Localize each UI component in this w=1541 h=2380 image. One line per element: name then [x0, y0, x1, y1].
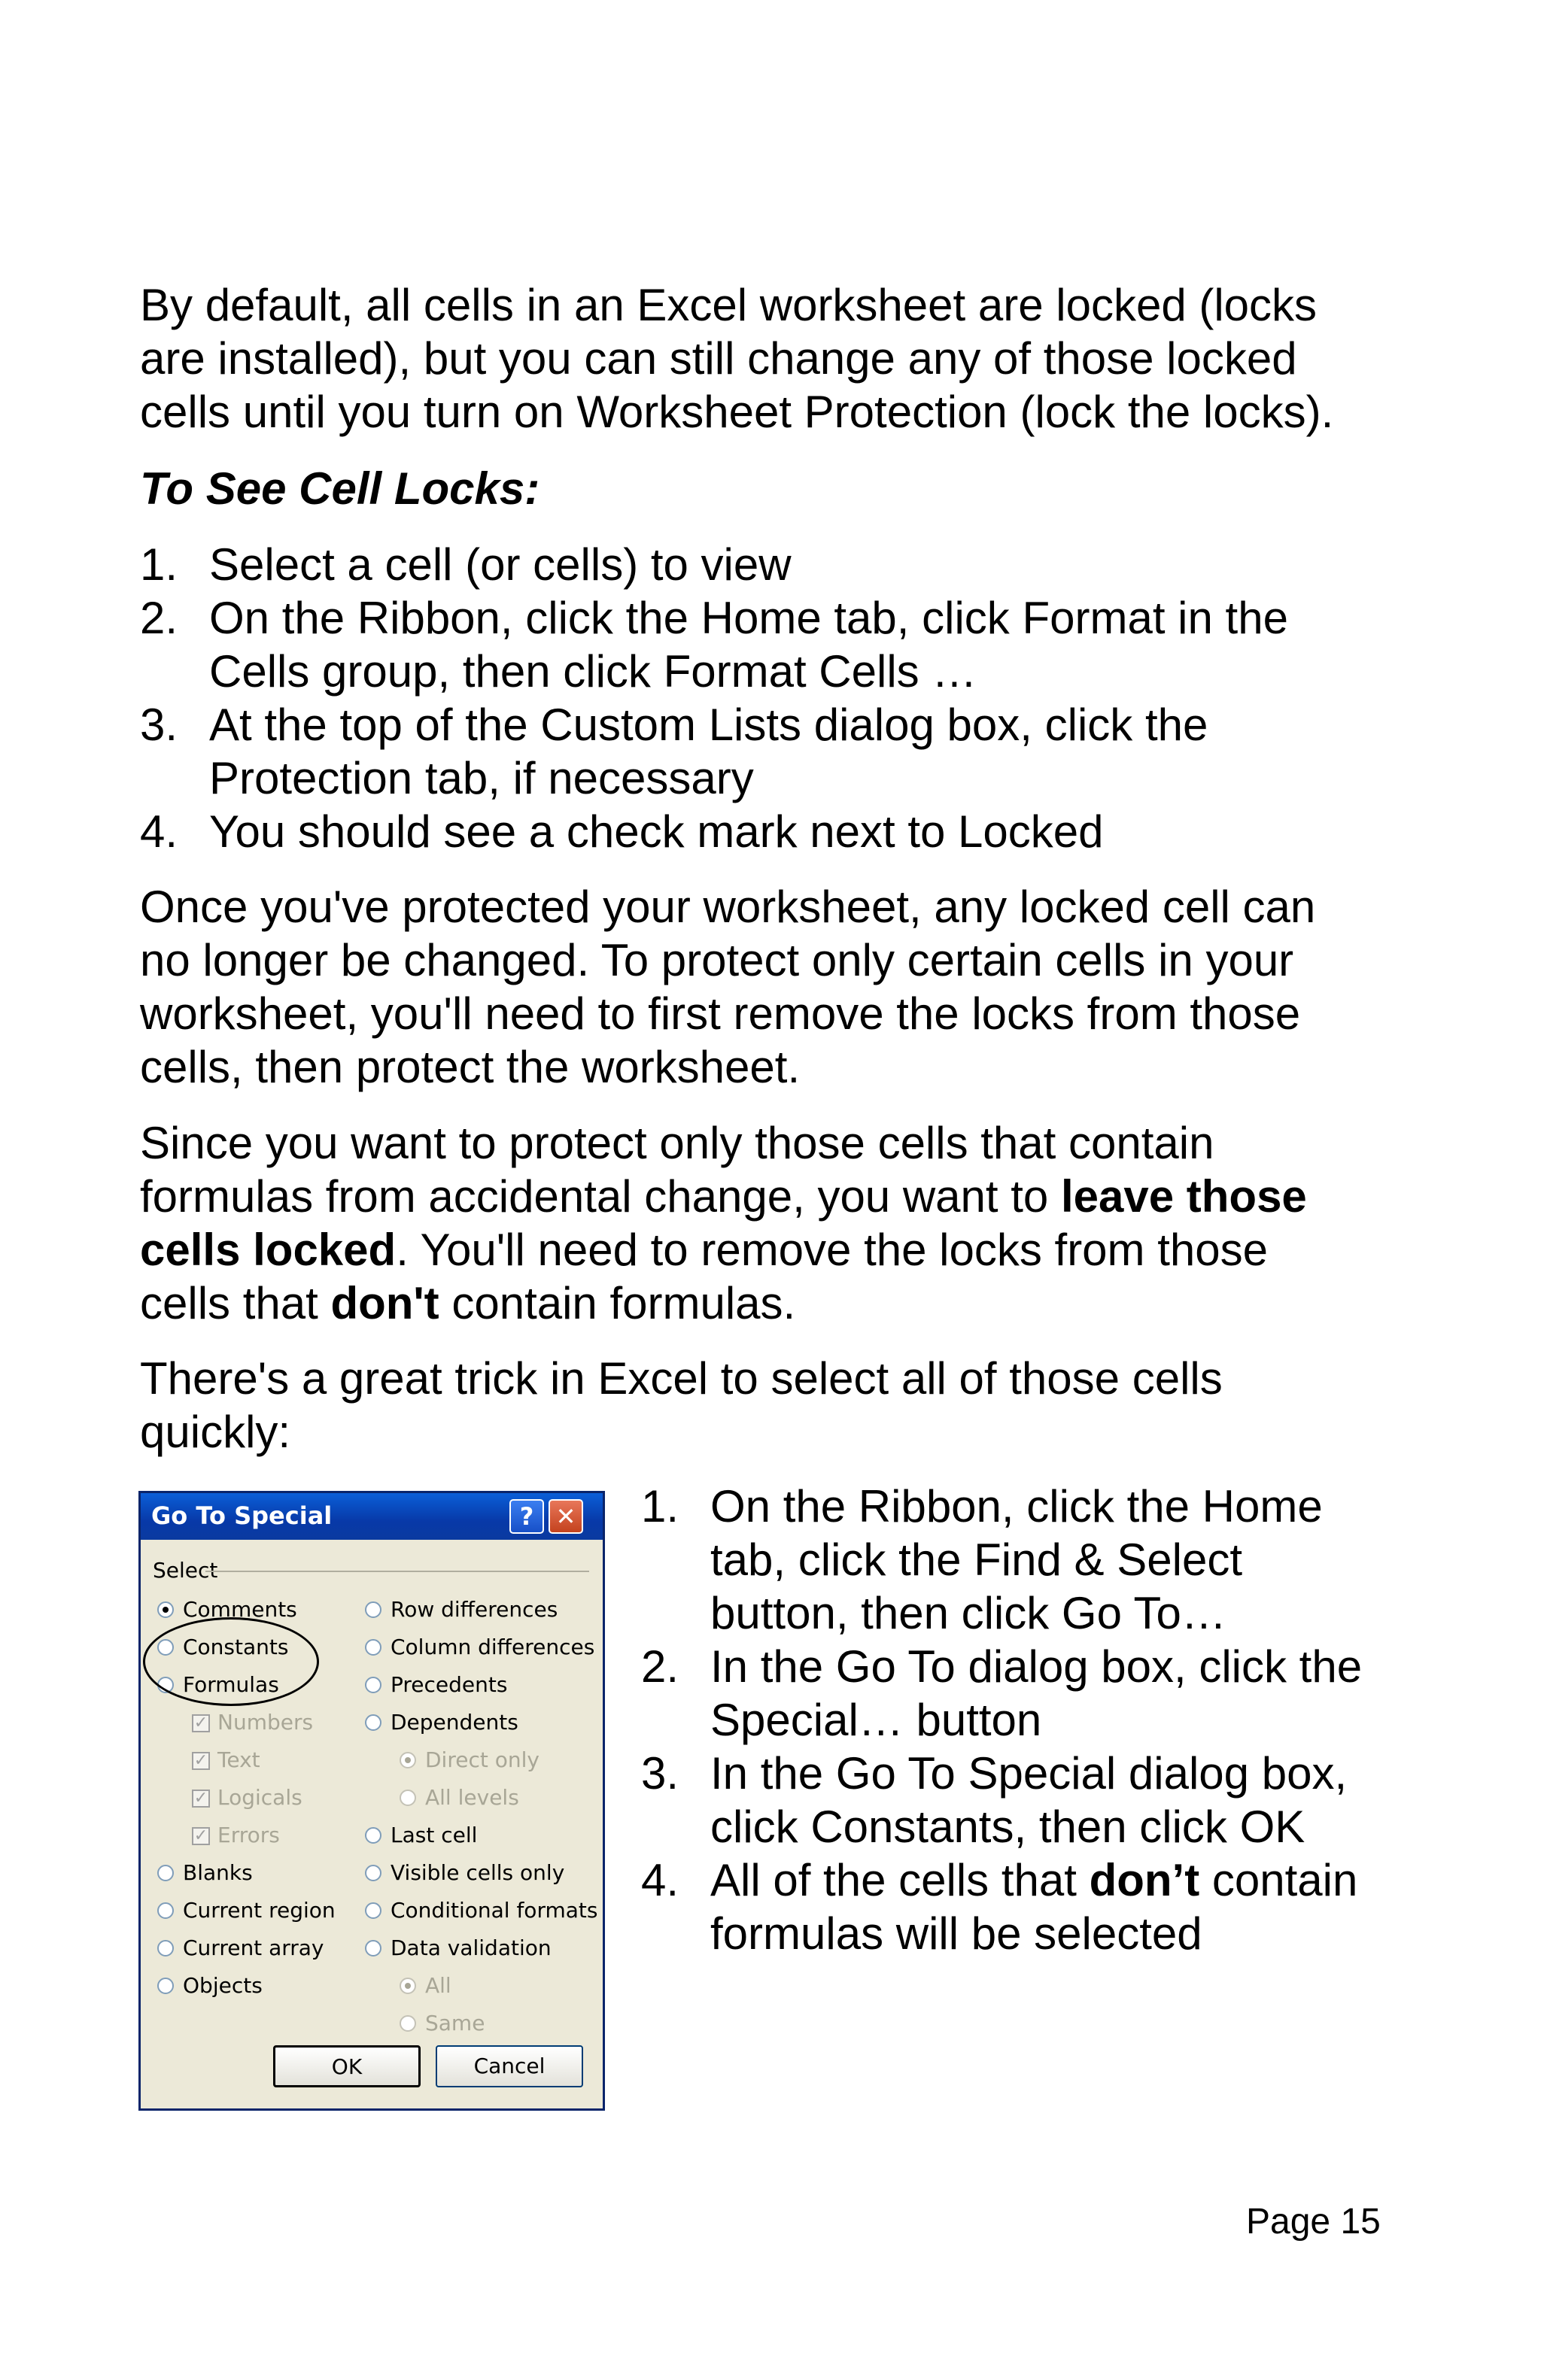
- text-run: formulas from accidental change, you want to: [140, 1171, 1061, 1222]
- dialog-title: Go To Special: [151, 1501, 333, 1530]
- list-text: [209, 805, 1288, 858]
- text-line: tab, click the Find & Select: [710, 1535, 1242, 1585]
- checkbox-icon: ✓: [192, 1714, 210, 1732]
- list-item: [641, 1747, 1362, 1853]
- option-label: Numbers: [217, 1710, 314, 1735]
- list-item: [641, 1480, 1362, 1640]
- radio-icon: [365, 1940, 381, 1957]
- list-item: [140, 805, 1288, 858]
- radio-icon: [365, 1601, 381, 1618]
- group-divider: [205, 1571, 589, 1572]
- list-text: [710, 1640, 1362, 1747]
- option-label: Text: [217, 1747, 260, 1772]
- help-button[interactable]: ?: [509, 1499, 544, 1534]
- list-item: [140, 591, 1288, 698]
- text-line: In the Go To dialog box, click the: [710, 1641, 1363, 1692]
- checkbox-icon: ✓: [192, 1752, 210, 1770]
- list-text: [710, 1853, 1362, 1960]
- text-line: cells, then protect the worksheet.: [140, 1042, 801, 1092]
- text-line: [140, 1170, 1404, 1223]
- section-heading: To See Cell Locks:: [140, 463, 540, 514]
- text-line: On the Ribbon, click the Home tab, click Format in the: [209, 593, 1288, 643]
- option-label: All: [425, 1973, 451, 1998]
- text-run: All of the cells that: [710, 1855, 1090, 1905]
- option-label: Conditional formats: [391, 1898, 598, 1923]
- text-line: click Constants, then click OK: [710, 1802, 1305, 1852]
- intro-paragraph: [140, 278, 1404, 439]
- text-line: worksheet, you'll need to first remove the locks from those: [140, 988, 1301, 1039]
- text-line: Protection tab, if necessary: [209, 753, 754, 803]
- option-label: Objects: [183, 1973, 263, 1998]
- radio-icon: [365, 1639, 381, 1656]
- select-group-label: Select: [153, 1558, 218, 1583]
- list-item: [641, 1853, 1362, 1960]
- text-line: are installed), but you can still change any of those locked: [140, 333, 1297, 384]
- list-item: [140, 538, 1288, 591]
- option-label: Errors: [217, 1823, 280, 1847]
- option-label: Same: [425, 2011, 485, 2035]
- radio-icon: [400, 2015, 416, 2032]
- bold-text: cells locked: [140, 1225, 397, 1275]
- list-item: [140, 698, 1288, 805]
- list-text: [710, 1747, 1362, 1853]
- go-to-special-steps: [641, 1480, 1362, 1960]
- option-label: All levels: [425, 1785, 519, 1810]
- option-label: Blanks: [183, 1860, 253, 1885]
- text-line: At the top of the Custom Lists dialog box, click the: [209, 700, 1208, 750]
- option-label: Visible cells only: [391, 1860, 565, 1885]
- text-line: There's a great trick in Excel to select all of those cells: [140, 1353, 1223, 1404]
- list-text: [209, 698, 1288, 805]
- cell-locks-steps: [140, 538, 1288, 858]
- text-line: Once you've protected your worksheet, any locked cell can: [140, 882, 1316, 932]
- option-label: Formulas: [183, 1672, 279, 1697]
- text-line: quickly:: [140, 1407, 291, 1457]
- trick-paragraph: [140, 1352, 1404, 1459]
- radio-icon: [157, 1940, 174, 1957]
- option-label: Row differences: [391, 1597, 558, 1622]
- list-number: 3.: [641, 1748, 679, 1799]
- option-label: Column differences: [391, 1635, 595, 1659]
- list-text: [209, 591, 1288, 698]
- text-line: On the Ribbon, click the Home: [710, 1481, 1323, 1532]
- cancel-button[interactable]: Cancel: [436, 2045, 583, 2087]
- option-label: Constants: [183, 1635, 289, 1659]
- option-label: Current array: [183, 1935, 324, 1960]
- text-run: . You'll need to remove the locks from those: [396, 1225, 1268, 1275]
- list-item: [641, 1640, 1362, 1747]
- option-label: Dependents: [391, 1710, 518, 1735]
- radio-icon: [400, 1752, 416, 1768]
- text-line: Cells group, then click Format Cells …: [209, 646, 977, 697]
- option-label: Precedents: [391, 1672, 508, 1697]
- text-line: Since you want to protect only those cells that contain: [140, 1118, 1214, 1168]
- highlight-circle: [143, 1617, 319, 1706]
- list-number: 3.: [140, 700, 178, 750]
- ok-button[interactable]: OK: [273, 2045, 421, 2087]
- option-label: Direct only: [425, 1747, 540, 1772]
- radio-icon: [400, 1790, 416, 1806]
- option-label: Current region: [183, 1898, 336, 1923]
- option-label: Data validation: [391, 1935, 552, 1960]
- text-line: [710, 1853, 1362, 1907]
- text-line: [140, 1277, 1404, 1330]
- radio-icon: [365, 1865, 381, 1881]
- radio-icon: [157, 1865, 174, 1881]
- radio-icon: [365, 1714, 381, 1731]
- text-line: no longer be changed. To protect only certain cells in your: [140, 935, 1294, 985]
- text-run: contain: [1199, 1855, 1358, 1905]
- option-label: Comments: [183, 1597, 297, 1622]
- text-line: Special… button: [710, 1695, 1042, 1745]
- radio-icon: [365, 1827, 381, 1844]
- text-run: contain formulas.: [439, 1278, 796, 1328]
- option-label: Logicals: [217, 1785, 302, 1810]
- close-button[interactable]: ✕: [549, 1499, 583, 1534]
- bold-text: don't: [330, 1278, 439, 1328]
- text-line: cells until you turn on Worksheet Protection (lock the locks).: [140, 387, 1334, 437]
- radio-icon: [157, 1978, 174, 1994]
- text-line: In the Go To Special dialog box,: [710, 1748, 1348, 1799]
- radio-icon: [400, 1978, 416, 1994]
- checkbox-icon: ✓: [192, 1790, 210, 1808]
- text-line: By default, all cells in an Excel worksheet are locked (locks: [140, 280, 1318, 330]
- text-run: cells that: [140, 1278, 331, 1328]
- list-text: [209, 538, 1288, 591]
- text-line: formulas will be selected: [710, 1908, 1202, 1959]
- option-label: Last cell: [391, 1823, 478, 1847]
- since-paragraph: [140, 1116, 1404, 1330]
- list-number: 1.: [641, 1481, 679, 1532]
- list-number: 4.: [140, 806, 178, 857]
- list-number: 2.: [641, 1641, 679, 1692]
- text-line: [140, 1223, 1404, 1277]
- checkbox-icon: ✓: [192, 1827, 210, 1845]
- radio-icon: [157, 1902, 174, 1919]
- page-number: Page 15: [1246, 2202, 1381, 2242]
- list-number: 4.: [641, 1855, 679, 1905]
- dialog-titlebar: [141, 1493, 603, 1540]
- radio-icon: [365, 1902, 381, 1919]
- list-text: [710, 1480, 1362, 1640]
- list-number: 1.: [140, 539, 178, 590]
- bold-text: leave those: [1060, 1171, 1307, 1222]
- radio-icon: [157, 1601, 174, 1618]
- list-number: 2.: [140, 593, 178, 643]
- go-to-special-dialog: [138, 1491, 605, 2111]
- text-line: You should see a check mark next to Locked: [209, 806, 1104, 857]
- radio-icon: [365, 1677, 381, 1693]
- text-line: button, then click Go To…: [710, 1588, 1226, 1638]
- protected-paragraph: [140, 880, 1404, 1094]
- bold-text: don’t: [1089, 1855, 1200, 1905]
- text-line: Select a cell (or cells) to view: [209, 539, 792, 590]
